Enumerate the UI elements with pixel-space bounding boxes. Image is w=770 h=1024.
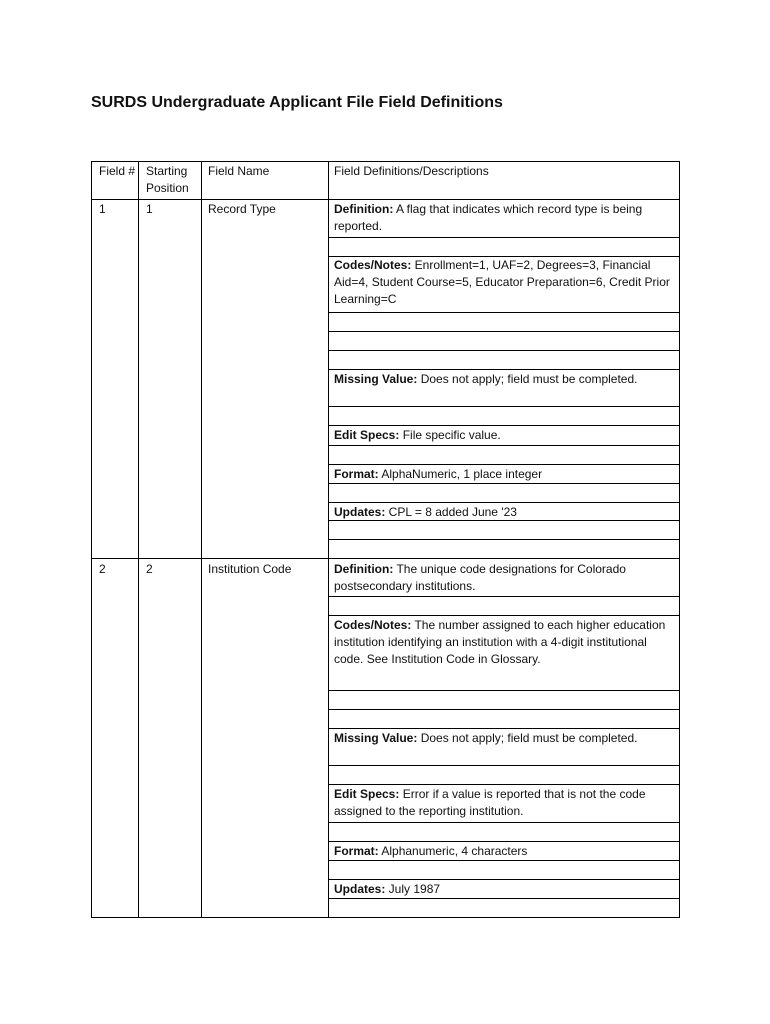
subrow-divider: [328, 822, 679, 823]
row-2-field-name: Institution Code: [208, 562, 292, 576]
subrow-divider: [328, 709, 679, 710]
row-divider: [92, 558, 679, 559]
subrow-divider: [328, 879, 679, 880]
format-label: Format:: [334, 844, 379, 858]
row-1-codes-notes: [334, 257, 674, 308]
subrow-divider: [328, 445, 679, 446]
row-2-format: [334, 843, 674, 860]
edit-specs-text: File specific value.: [399, 428, 501, 442]
missing-value-text: Does not apply; field must be completed.: [417, 372, 638, 386]
definition-label: Definition:: [334, 562, 394, 576]
row-1-missing-value: [334, 371, 674, 388]
definition-label: Definition:: [334, 202, 394, 216]
subrow-divider: [328, 539, 679, 540]
row-1-field-number: 1: [99, 202, 106, 216]
subrow-divider: [328, 841, 679, 842]
row-1-definition: [334, 201, 674, 235]
codes-notes-text: Enrollment=1, UAF=2, Degrees=3, Financial Aid=4, Student Course=5, Educator Preparation=6, Credit Prior Learning=C: [334, 258, 670, 306]
subrow-divider: [328, 464, 679, 465]
row-1-starting-position: 1: [146, 202, 153, 216]
subrow-divider: [328, 765, 679, 766]
codes-notes-label: Codes/Notes:: [334, 258, 412, 272]
subrow-divider: [328, 728, 679, 729]
subrow-divider: [328, 350, 679, 351]
column-divider: [138, 162, 139, 917]
subrow-divider: [328, 406, 679, 407]
edit-specs-text: Error if a value is reported that is not the code assigned to the reporting institution.: [334, 787, 646, 818]
header-starting-position: Starting Position: [146, 164, 189, 195]
row-1-updates: [334, 504, 674, 521]
subrow-divider: [328, 237, 679, 238]
subrow-divider: [328, 784, 679, 785]
row-2-missing-value: [334, 730, 674, 747]
codes-notes-label: Codes/Notes:: [334, 618, 412, 632]
codes-notes-text: The number assigned to each higher education institution identifying an institution with a 4-digit institutional code. See Institution Code in Glossary.: [334, 618, 666, 666]
subrow-divider: [328, 898, 679, 899]
column-divider: [201, 162, 202, 917]
edit-specs-label: Edit Specs:: [334, 787, 400, 801]
updates-text: July 1987: [385, 882, 441, 896]
subrow-divider: [328, 369, 679, 370]
row-2-updates: [334, 881, 674, 898]
row-1-field-name: Record Type: [208, 202, 276, 216]
row-2-edit-specs: [334, 786, 674, 820]
row-1-format: [334, 466, 674, 483]
header-field-number: Field #: [99, 164, 136, 178]
subrow-divider: [328, 615, 679, 616]
subrow-divider: [328, 331, 679, 332]
definition-text: A flag that indicates which record type is being reported.: [334, 202, 643, 233]
row-1-edit-specs: [334, 427, 674, 444]
field-definitions-table: [91, 161, 680, 918]
header-field-name: Field Name: [208, 164, 270, 178]
row-2-definition: [334, 561, 674, 595]
subrow-divider: [328, 860, 679, 861]
format-text: AlphaNumeric, 1 place integer: [378, 467, 543, 481]
updates-label: Updates:: [334, 505, 386, 519]
header-definitions: Field Definitions/Descriptions: [334, 164, 489, 178]
subrow-divider: [328, 312, 679, 313]
updates-label: Updates:: [334, 882, 386, 896]
row-2-codes-notes: [334, 617, 674, 668]
definition-text: The unique code designations for Colorado postsecondary institutions.: [334, 562, 626, 593]
missing-value-text: Does not apply; field must be completed.: [417, 731, 638, 745]
format-label: Format:: [334, 467, 379, 481]
missing-value-label: Missing Value:: [334, 372, 418, 386]
edit-specs-label: Edit Specs:: [334, 428, 400, 442]
row-divider: [92, 199, 679, 200]
row-2-field-number: 2: [99, 562, 106, 576]
format-text: Alphanumeric, 4 characters: [378, 844, 528, 858]
page-title: SURDS Undergraduate Applicant File Field Definitions: [91, 94, 503, 111]
subrow-divider: [328, 596, 679, 597]
row-2-starting-position: 2: [146, 562, 153, 576]
subrow-divider: [328, 483, 679, 484]
subrow-divider: [328, 690, 679, 691]
missing-value-label: Missing Value:: [334, 731, 418, 745]
subrow-divider: [328, 502, 679, 503]
updates-text: CPL = 8 added June '23: [385, 505, 517, 519]
subrow-divider: [328, 425, 679, 426]
